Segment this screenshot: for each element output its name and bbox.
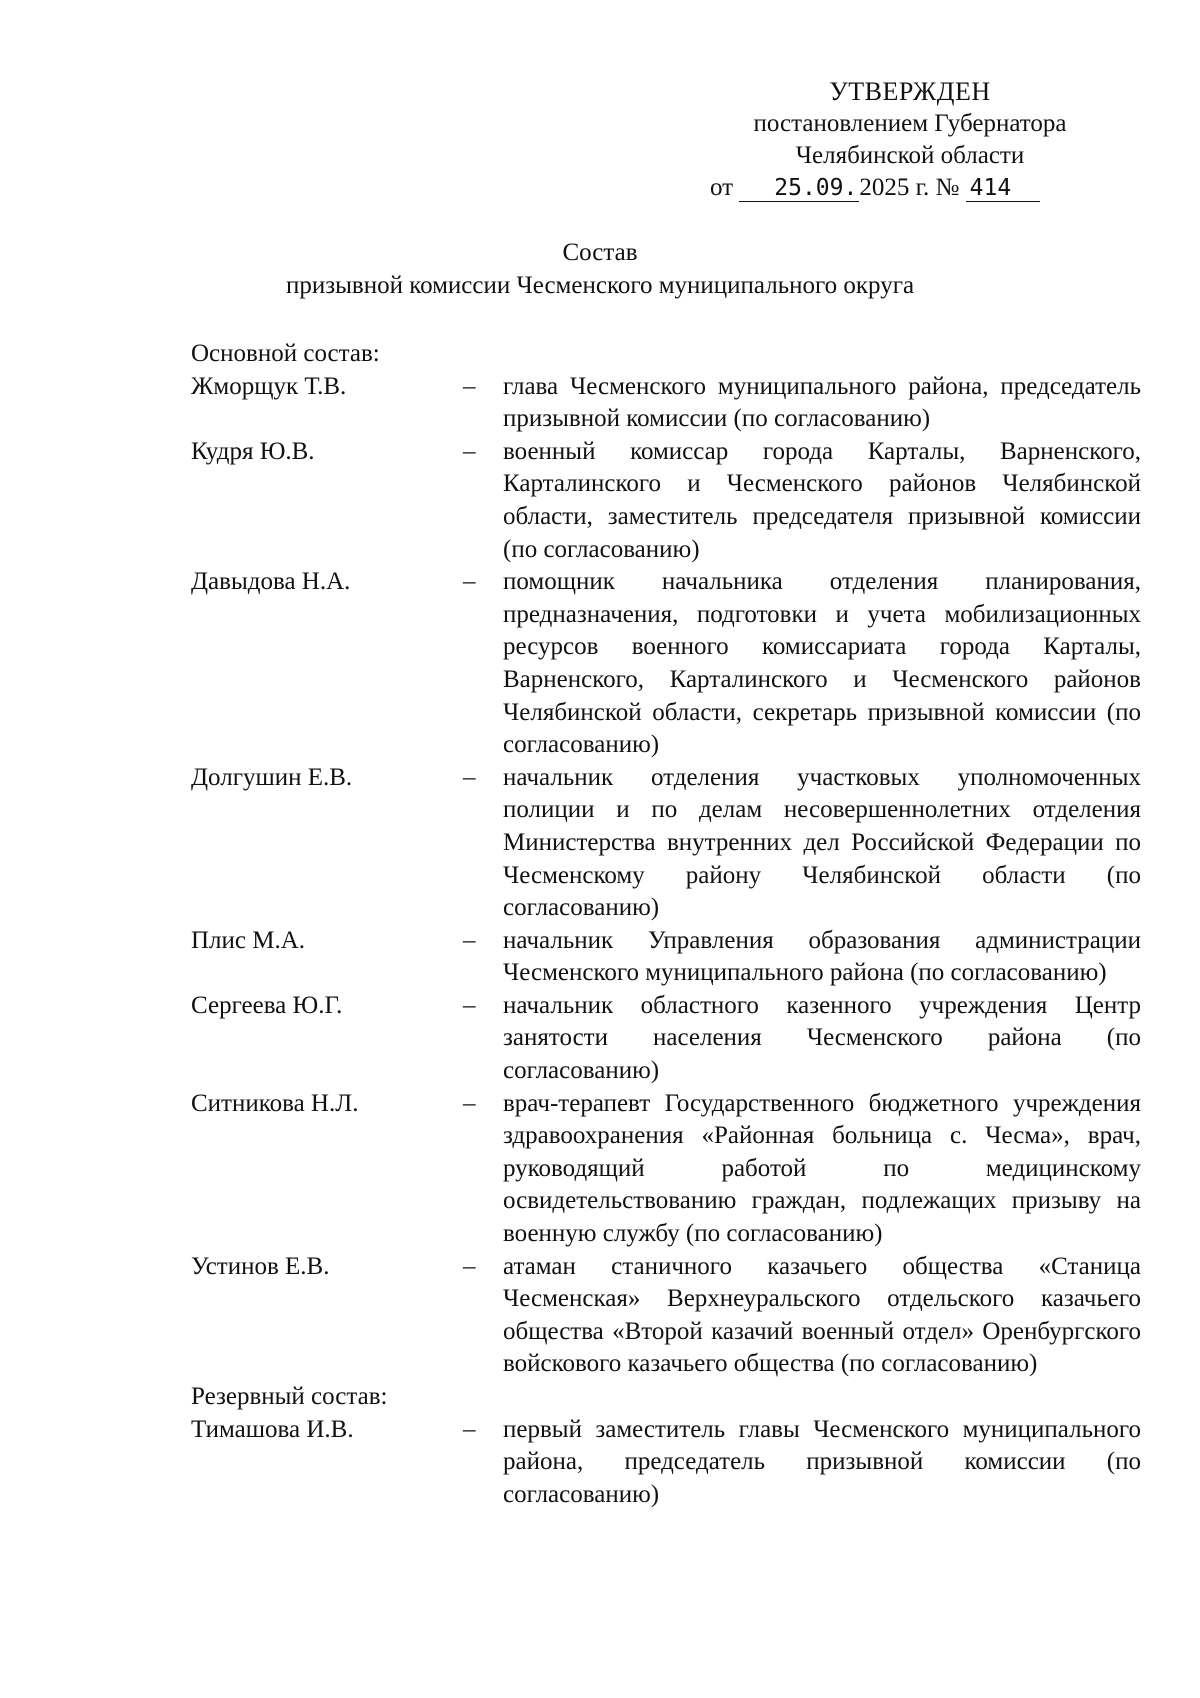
- date-prefix: от: [710, 174, 734, 201]
- dash-separator: –: [463, 1089, 476, 1117]
- member-role: атаман станичного казачьего общества «Станица Чесменская» Верхнеуральского отдельского казачьего общества «Второй казачий военный отдел» Оренбургского войскового казачьего общества (по согласованию): [503, 1252, 1141, 1378]
- member-name: Ситникова Н.Л.: [191, 1089, 359, 1117]
- heading-subtitle: призывной комиссии Чесменского муниципального округа: [285, 272, 915, 299]
- member-role: начальник отделения участковых уполномоченных полиции и по делам несовершеннолетних отделения Министерства внутренних дел Российской Федерации по Чесменскому району Челябинской области (по согласованию): [503, 763, 1141, 922]
- member-row: [191, 436, 1141, 566]
- member-row: [191, 925, 1141, 990]
- member-role: начальник Управления образования администрации Чесменского муниципального района (по согласованию): [503, 926, 1141, 987]
- dash-separator: –: [463, 991, 476, 1019]
- member-row: [191, 1251, 1141, 1381]
- approval-number: 414: [966, 175, 1040, 202]
- dash-separator: –: [463, 1415, 476, 1443]
- year-suffix: 2025 г. №: [859, 174, 960, 201]
- member-row: [191, 1414, 1141, 1512]
- member-role: врач-терапевт Государственного бюджетного учреждения здравоохранения «Районная больница с. Чесма», врач, руководящий работой по медицинскому освидетельствованию граждан, подлежащих призыву на военную службу (по согласованию): [503, 1089, 1141, 1248]
- member-row: [191, 990, 1141, 1088]
- approval-title: УТВЕРЖДЕН: [829, 77, 991, 106]
- dash-separator: –: [463, 372, 476, 400]
- heading-title: Состав: [562, 239, 638, 266]
- member-role: первый заместитель главы Чесменского муниципального района, председатель призывной комиссии (по согласованию): [503, 1415, 1141, 1508]
- member-role: помощник начальника отделения планирования, предназначения, подготовки и учета мобилизационных ресурсов военного комиссариата города Карталы, Варненского, Карталинского и Чесменского районов Челябинской области, секретарь призывной комиссии (по согласованию): [503, 568, 1141, 759]
- approval-line-2: Челябинской области: [795, 142, 1025, 169]
- member-name: Кудря Ю.В.: [191, 437, 315, 465]
- member-name: Плис М.А.: [191, 926, 306, 954]
- approval-block: [700, 76, 1120, 204]
- dash-separator: –: [463, 437, 476, 465]
- member-role: глава Чесменского муниципального района, председатель призывной комиссии (по согласованию): [503, 372, 1141, 433]
- reserve-section-label: Резервный состав:: [191, 1383, 388, 1410]
- member-role: начальник областного казенного учреждения Центр занятости населения Чесменского района (по согласованию): [503, 991, 1141, 1085]
- member-name: Тимашова И.В.: [191, 1415, 354, 1443]
- members-list: [191, 338, 1141, 1511]
- member-row: [191, 762, 1141, 925]
- member-name: Давыдова Н.А.: [191, 568, 351, 596]
- member-name: Устинов Е.В.: [191, 1252, 330, 1280]
- member-name: Сергеева Ю.Г.: [191, 991, 343, 1019]
- document-heading: [130, 236, 1070, 302]
- approval-date-line: [710, 172, 1120, 204]
- member-name: Долгушин Е.В.: [191, 763, 353, 791]
- dash-separator: –: [463, 1252, 476, 1280]
- member-row: [191, 566, 1141, 762]
- member-row: [191, 371, 1141, 436]
- dash-separator: –: [463, 763, 476, 791]
- member-row: [191, 1088, 1141, 1251]
- main-section-label: Основной состав:: [191, 340, 380, 367]
- member-name: Жморщук Т.В.: [191, 372, 347, 400]
- member-role: военный комиссар города Карталы, Варненского, Карталинского и Чесменского районов Челябинской области, заместитель председателя призывной комиссии (по согласованию): [503, 437, 1141, 563]
- approval-date: 25.09.: [739, 175, 859, 202]
- dash-separator: –: [463, 568, 476, 596]
- approval-line-1: постановлением Губернатора: [753, 110, 1067, 137]
- dash-separator: –: [463, 926, 476, 954]
